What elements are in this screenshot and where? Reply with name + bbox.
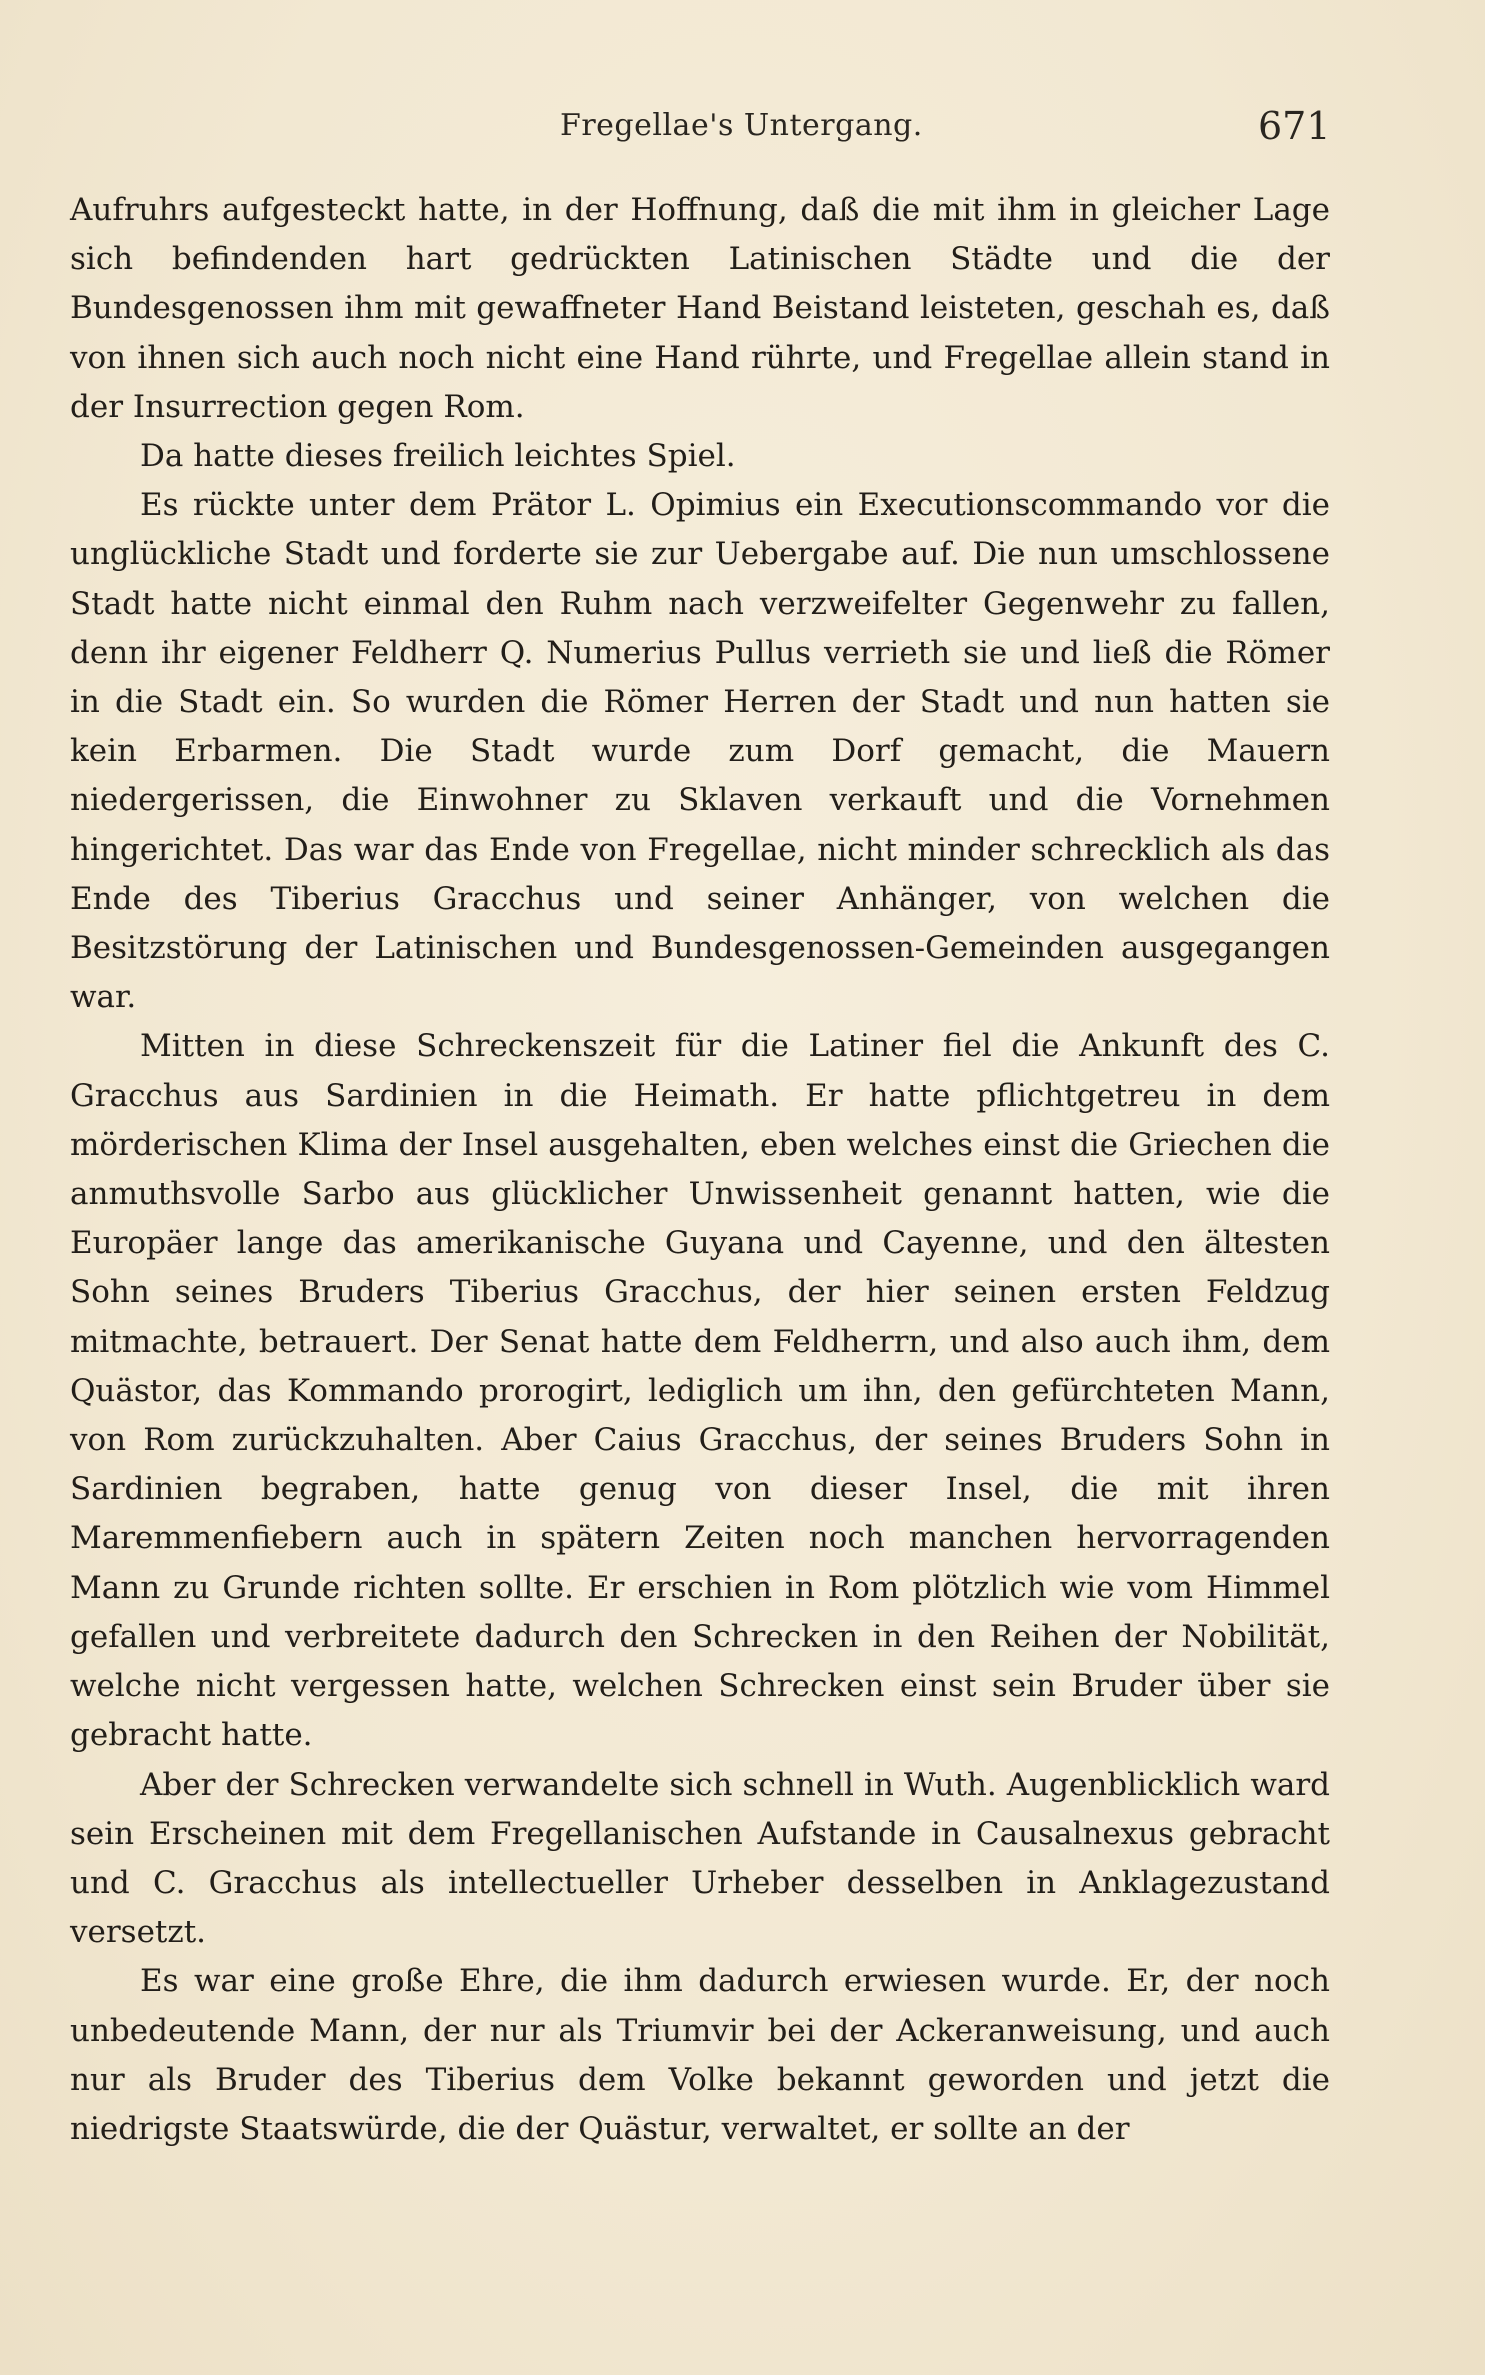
- paragraph-2: Da hatte dieses freilich leichtes Spiel.: [140, 438, 736, 475]
- paragraph-1: Aufruhrs aufgesteckt hatte, in der Hoffnung, daß die mit ihm in gleicher Lage sich befindenden hart gedrückten Latinischen Städte und die der Bundesgenossen ihm mit gewaffneter Hand Beistand leisteten, geschah es, daß von ihnen sich auch noch nicht eine Hand rührte, und Fregellae allein stand in der Insurrection gegen Rom.: [70, 192, 1330, 425]
- page-number: 671: [1258, 104, 1331, 148]
- page-header: [0, 104, 1485, 168]
- running-title: Fregellae's Untergang.: [560, 108, 923, 143]
- paragraph-6: Es war eine große Ehre, die ihm dadurch erwiesen wurde. Er, der noch unbedeutende Mann, der nur als Triumvir bei der Ackeranweisung, und auch nur als Bruder des Tiberius dem Volke bekannt geworden und jetzt die niedrigste Staatswürde, die der Quästur, verwaltet, er sollte an der: [70, 1963, 1330, 2147]
- paragraph-5: Aber der Schrecken verwandelte sich schnell in Wuth. Augenblicklich ward sein Erscheinen mit dem Fregellanischen Aufstande in Causalnexus gebracht und C. Gracchus als intellectueller Urheber desselben in Anklagezustand versetzt.: [70, 1766, 1330, 1951]
- paragraph-4: Mitten in diese Schreckenszeit für die Latiner fiel die Ankunft des C. Gracchus aus Sardinien in die Heimath. Er hatte pflichtgetreu in dem mörderischen Klima der Insel ausgehalten, eben welches einst die Griechen die anmuthsvolle Sarbo aus glücklicher Unwissenheit genannt hatten, wie die Europäer lange das amerikanische Guyana und Cayenne, und den ältesten Sohn seines Bruders Tiberius Gracchus, der hier seinen ersten Feldzug mitmachte, betrauert. Der Senat hatte dem Feldherrn, und also auch ihm, dem Quästor, das Kommando prorogirt, lediglich um ihn, den gefürchteten Mann, von Rom zurückzuhalten. Aber Caius Gracchus, der seines Bruders Sohn in Sardinien begraben, hatte genug von dieser Insel, die mit ihren Maremmenfiebern auch in spätern Zeiten noch manchen hervorragenden Mann zu Grunde richten sollte. Er erschien in Rom plötzlich wie vom Himmel gefallen und verbreitete dadurch den Schrecken in den Reihen der Nobilität, welche nicht vergessen hatte, welchen Schrecken einst sein Bruder über sie gebracht hatte.: [70, 1028, 1330, 1754]
- paragraph-3: Es rückte unter dem Prätor L. Opimius ein Executionscommando vor die unglückliche Stadt und forderte sie zur Uebergabe auf. Die nun umschlossene Stadt hatte nicht einmal den Ruhm nach verzweifelter Gegenwehr zu fallen, denn ihr eigener Feldherr Q. Numerius Pullus verrieth sie und ließ die Römer in die Stadt ein. So wurden die Römer Herren der Stadt und nun hatten sie kein Erbarmen. Die Stadt wurde zum Dorf gemacht, die Mauern niedergerissen, die Einwohner zu Sklaven verkauft und die Vornehmen hingerichtet. Das war das Ende von Fregellae, nicht minder schrecklich als das Ende des Tiberius Gracchus und seiner Anhänger, von welchen die Besitzstörung der Latinischen und Bundesgenossen-Gemeinden ausgegangen war.: [70, 487, 1330, 1016]
- body-text: [70, 186, 1330, 2154]
